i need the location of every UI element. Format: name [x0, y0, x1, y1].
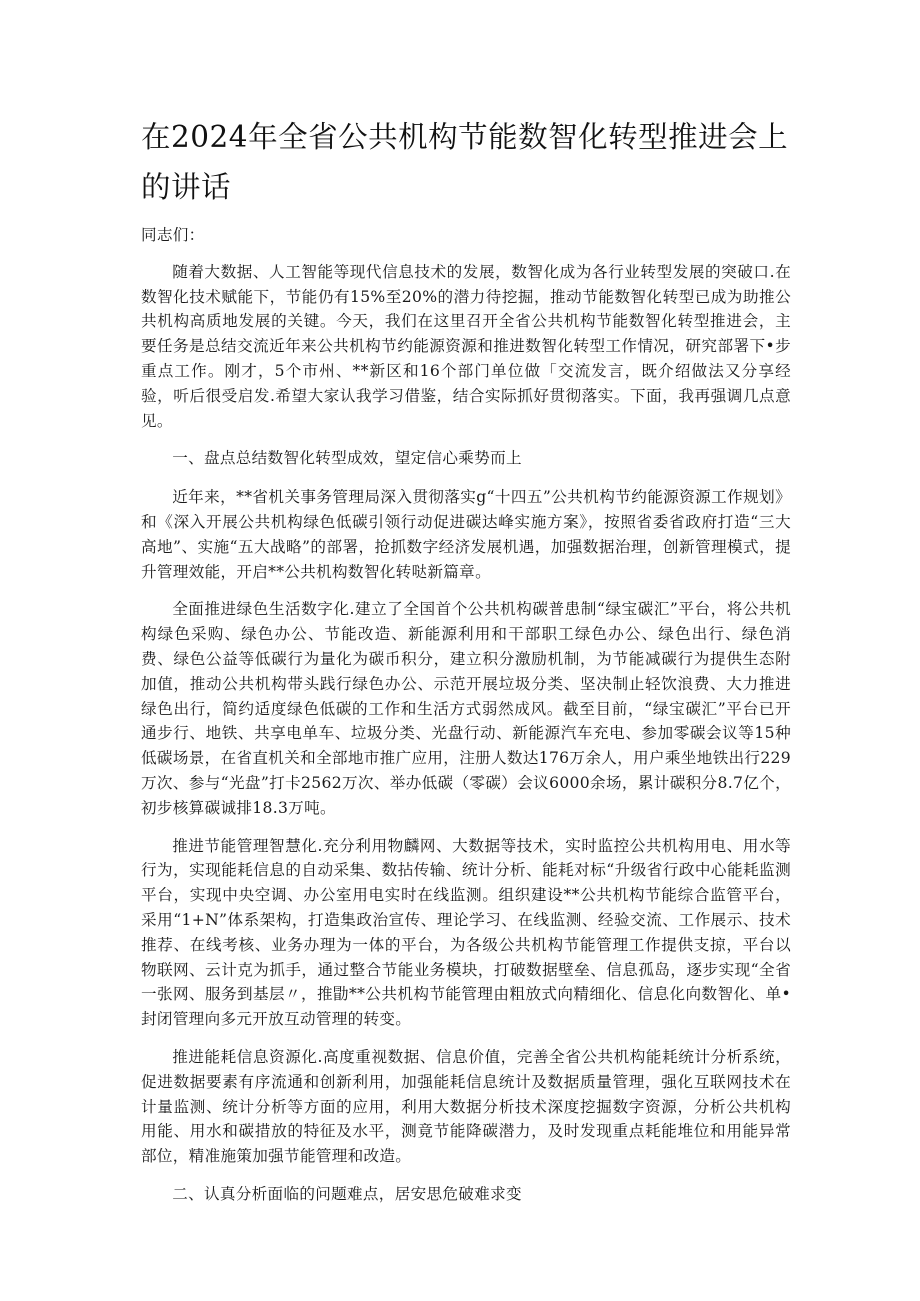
- document-title: 在2024年全省公共机构节能数智化转型推进会上的讲话: [141, 120, 789, 204]
- section-heading-2: 二、认真分析面临的问题难点，居安思危破难求变: [172, 1184, 522, 1203]
- paragraph-smart-management: 推进节能管理智慧化.充分利用物麟网、大数据等技术，实时监控公共机构用电、用水等行为，实现能耗信息的自动采集、数拈传输、统计分析、能耗对标“升级省行政中心能耗监测平台，实现中央空调、办公室用电实时在线监测。组织建设**公共机构节能综合监管平台，采用“1+N”体系架构，打造集政治宣传、理论学习、在线监测、经验交流、工作展示、技术推荐、在线考核、业务办理为一体的平台，为各级公共机构节能管理工作提供支掠，平台以物联网、云计克为抓手，通过整合节能业务模块，打破数据壁垒、信息孤岛，逐步实现“全省一张网、服务到基层〃，推勖**公共机构节能管理由粗放式向精细化、信息化向数智化、单•封闭管理向多元开放互动管理的转变。: [141, 836, 791, 1029]
- paragraph-overview: 近年来，**省机关事务管理局深入贯彻落实g“十四五”公共机构节约能源资源工作规划》和《深入开展公共机构绿色低碳引领行动促进碳达峰实施方案》，按照省委省政府打造“三大高地”、实施“五大战略”的部署，抢抓数字经济发展机遇，加强数据治理，创新管理模式，提升管理效能，开启**公共机构数智化转哒新篇章。: [141, 488, 791, 581]
- paragraph-energy-data: 推进能耗信息资源化.高度重视数据、信息价值，完善全省公共机构能耗统计分析系统，促进数据要素有序流通和创新利用，加强能耗信息统计及数据质量管理，强化互联网技术在计量监测、统计分析等方面的应用，利用大数据分析技术深度挖掘数字资源，分析公共机构用能、用水和碳措放的特征及水平，测竟节能降碳潜力，及时发现重点耗能堆位和用能异常部位，精准施策加强节能管理和改造。: [141, 1047, 791, 1166]
- paragraph-intro: 随着大数据、人工智能等现代信息技术的发展，数智化成为各行业转型发展的突破口.在数智化技术赋能下，节能仍有15%至20%的潜力待挖掘，推动节能数智化转型已成为助推公共机构高质地发展的关键。今天，我们在这里召开全省公共机构节能数智化转型推进会，主要任务是总结交流近年来公共机构节约能源资源和推进数智化转型工作情况，研究部署下•步重点工作。刚才，5个市州、**新区和16个部门单位做「交流发言，既介绍做法又分享经验，听后很受启发.希望大家认我学习借鉴，结合实际抓好贯彻落实。下面，我再强调几点意见。: [141, 262, 791, 430]
- paragraph-green-life: 全面推进绿色生活数字化.建立了全国首个公共机构碳普患制“绿宝碳汇”平台，将公共机构绿色采购、绿色办公、节能改造、新能源利用和干部职工绿色办公、绿色出行、绿色消费、绿色公益等低碳行为量化为碳币积分，建立积分激励机制，为节能减碳行为提供生态附加值，推动公共机构带头践行绿色办公、示范开展垃圾分类、坚决制止轻饮浪费、大力推进绿色出行，简约适度绿色低碳的工作和生活方式弱然成风。截至目前，“绿宝碳汇”平台已开通步行、地铁、共享电单车、垃圾分类、光盘行动、新能源汽车充电、参加零碳会议等15种低碳场景，在省直机关和全部地市推广应用，注册人数达176万余人，用户乘坐地铁出行229万次、参与“光盘”打卡2562万次、举办低碳（零碳）会议6000余场，累计碳积分8.7亿个，初步核算碳诚排18.3万吨。: [141, 600, 791, 817]
- salutation: 同志们：: [141, 226, 205, 244]
- document-body: [141, 223, 791, 1221]
- section-heading-1: 一、盘点总结数智化转型成效，望定信心乘势而上: [172, 449, 522, 468]
